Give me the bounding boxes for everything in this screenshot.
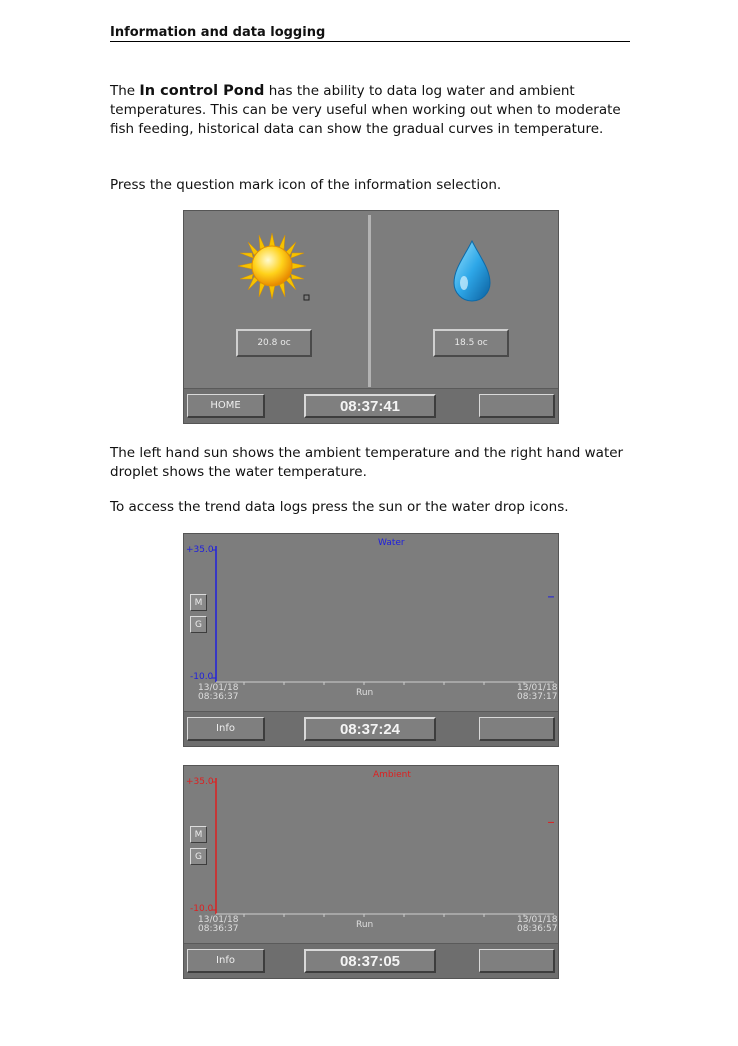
y-max-label: +35.0 [186,777,214,787]
m-button[interactable]: M [190,594,207,611]
section-heading: Information and data logging [110,25,630,42]
y-max-label: +35.0 [186,545,214,555]
blank-button[interactable] [479,394,555,418]
x-end-time: 08:37:17 [517,692,558,702]
info-screen [183,210,559,424]
info-button[interactable]: Info [187,949,265,973]
bottom-bar [184,388,558,423]
y-min-label: -10.0 [190,672,214,682]
chart-title: Water [378,538,405,548]
y-min-label: -10.0 [190,904,214,914]
instruction-info: Press the question mark icon of the information selection. [110,177,502,193]
x-end-date: 13/01/18 [517,683,558,693]
clock-display: 08:37:24 [304,717,436,741]
blank-button[interactable] [479,717,555,741]
x-start-time: 08:36:37 [198,692,239,702]
x-start-date: 13/01/18 [198,683,239,693]
x-start-date: 13/01/18 [198,915,239,925]
water-trend-chart [184,534,558,714]
x-start-time: 08:36:37 [198,924,239,934]
run-label: Run [356,920,374,930]
product-name: In control Pond [139,83,265,99]
clock-display: 08:37:41 [304,394,436,418]
water-temperature-value[interactable]: 18.5 oc [433,329,509,357]
g-button[interactable]: G [190,616,207,633]
clock-display: 08:37:05 [304,949,436,973]
description-paragraph: The left hand sun shows the ambient temperature and the right hand water droplet shows the water temperature. [110,445,624,480]
intro-paragraph [110,82,630,139]
g-button[interactable]: G [190,848,207,865]
blank-button[interactable] [479,949,555,973]
intro-text: has the ability to data log water and ambient temperatures. This can be very useful when working out when to moderate fish feeding, historical data can show the gradual curves in temperature. [110,83,621,137]
ambient-trend-chart [184,766,558,946]
x-end-date: 13/01/18 [517,915,558,925]
chart-title: Ambient [373,770,411,780]
ambient-temperature-value[interactable]: 20.8 oc [236,329,312,357]
home-button[interactable]: HOME [187,394,265,418]
x-end-time: 08:36:57 [517,924,558,934]
intro-prefix: The [110,83,140,99]
run-label: Run [356,688,374,698]
instruction-trend: To access the trend data logs press the sun or the water drop icons. [110,499,569,515]
sun-icon[interactable] [236,231,310,303]
m-button[interactable]: M [190,826,207,843]
info-button[interactable]: Info [187,717,265,741]
water-drop-icon[interactable] [450,239,494,303]
divider [368,215,371,387]
water-trend-screen [183,533,559,747]
ambient-trend-screen [183,765,559,979]
bottom-bar [184,943,558,978]
bottom-bar [184,711,558,746]
